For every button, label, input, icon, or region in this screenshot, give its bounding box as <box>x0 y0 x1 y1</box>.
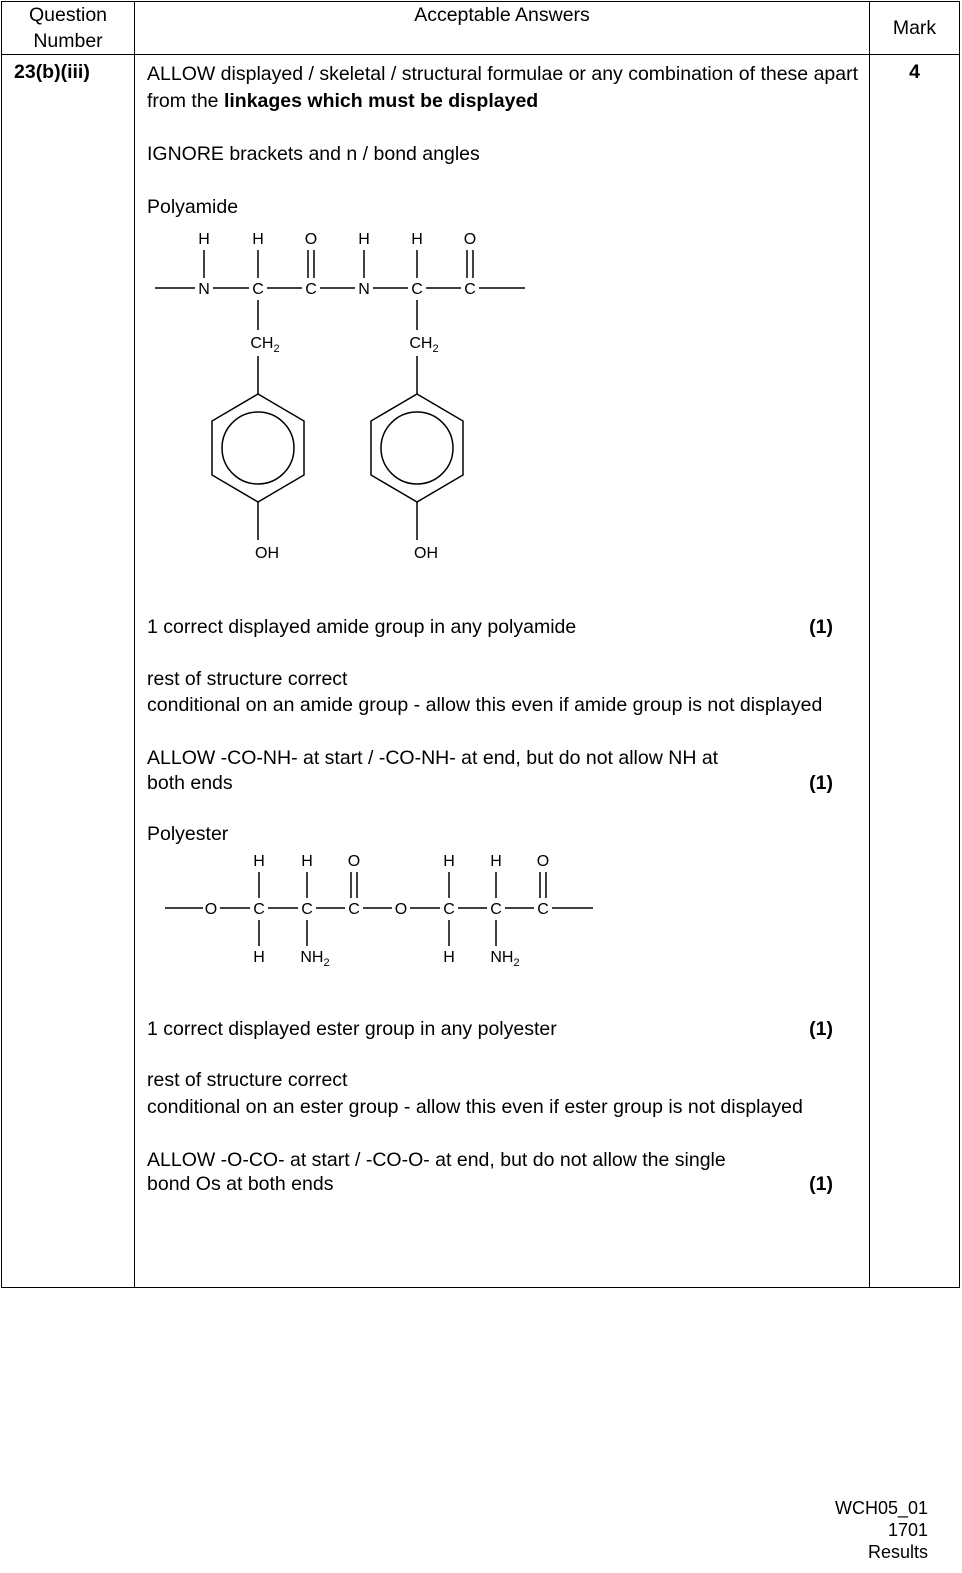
pa-oh-1: OH <box>255 545 279 562</box>
polyester-structure <box>147 850 607 980</box>
pe-atom-h1: H <box>253 852 265 870</box>
pa-atom-h4: H <box>411 231 423 248</box>
amide-conditional: conditional on an amide group - allow this even if amide group is not displayed <box>147 694 823 716</box>
pa-ch2-1: $CH_2$ <box>250 335 280 355</box>
allow-intro-bold: linkages which must be displayed <box>223 89 539 112</box>
mark-scheme-table <box>1 1 960 1288</box>
pa-oh-2: OH <box>414 545 438 562</box>
pe-bonds <box>165 872 593 946</box>
answer-cell <box>135 55 870 1288</box>
ester-allow-mark: (1) <box>809 1173 833 1195</box>
pa-atom-c4: C <box>464 281 476 298</box>
pe-nh2-1: $NH_2$ <box>300 948 330 969</box>
pe-atom-h6: H <box>443 948 455 966</box>
ester-conditional: conditional on an ester group - allow this even if ester group is not displayed <box>147 1095 803 1118</box>
pe-atom-h2: H <box>301 852 313 870</box>
amide-point: 1 correct displayed amide group in any polyamide <box>147 616 577 638</box>
pa-atom-c1: C <box>252 281 264 298</box>
ignore-line: IGNORE brackets and n / bond angles <box>147 142 480 165</box>
pe-atom-h5: H <box>253 948 265 966</box>
footer-label: Results <box>867 1542 928 1562</box>
amide-point-mark: (1) <box>809 616 833 638</box>
ester-allow-line2: bond Os at both ends <box>147 1173 334 1195</box>
pe-atom-h4: H <box>490 852 502 870</box>
ester-point: 1 correct displayed ester group in any polyester <box>147 1017 557 1040</box>
pa-atom-o2: O <box>463 231 477 248</box>
pa-atom-o1: O <box>304 231 318 248</box>
pe-atom-h3: H <box>443 852 455 870</box>
pa-atom-c3: C <box>411 281 423 298</box>
allow-intro-text: ALLOW displayed / skeletal / structural formulae or any combination of these apart from the <box>147 63 859 112</box>
footer-code: WCH05_01 <box>834 1498 928 1518</box>
amide-point-row <box>147 616 833 639</box>
pe-atom-o4: O <box>394 900 408 918</box>
polyamide-label: Polyamide <box>147 195 239 218</box>
pa-atom-c2: C <box>305 281 317 298</box>
pe-atom-c3: C <box>348 900 360 918</box>
ester-point-mark: (1) <box>809 1017 833 1040</box>
pa-atom-h1: H <box>198 231 210 248</box>
amide-allow-mark: (1) <box>809 771 833 794</box>
pe-atom-o3: O <box>204 900 218 918</box>
pa-atom-n2: N <box>358 281 370 298</box>
ester-allow-row <box>147 1173 833 1196</box>
page-footer <box>835 1497 928 1563</box>
pe-atom-o2: O <box>536 852 550 870</box>
pe-atom-c1: C <box>253 900 265 918</box>
pe-atom-c4: C <box>443 900 455 918</box>
rest-of-structure: rest of structure correct <box>147 667 348 690</box>
allow-intro <box>147 61 859 114</box>
rest-of-structure-2: rest of structure correct <box>147 1069 348 1091</box>
pe-atom-c6: C <box>537 900 549 918</box>
pa-atom-h2: H <box>252 231 264 248</box>
ester-allow-line1: ALLOW -O-CO- at start / -CO-O- at end, but do not allow the single <box>147 1148 726 1171</box>
table-row <box>2 55 960 1288</box>
pe-atom-c2: C <box>301 900 313 918</box>
question-number: 23(b)(iii) <box>2 55 135 1288</box>
amide-allow-line1: ALLOW -CO-NH- at start / -CO-NH- at end, but do not allow NH at <box>147 747 719 769</box>
footer-number: 1701 <box>887 1520 928 1540</box>
mark-header: Mark <box>870 2 960 55</box>
question-number-header: Question Number <box>2 2 135 55</box>
pa-atom-n1: N <box>198 281 210 298</box>
polyester-label: Polyester <box>147 823 229 845</box>
mark-value: 4 <box>870 55 960 1288</box>
ester-point-row <box>147 1018 833 1041</box>
pe-nh2-2: $NH_2$ <box>490 948 520 969</box>
acceptable-answers-header: Acceptable Answers <box>135 2 870 55</box>
pe-atom-o1: O <box>347 852 361 870</box>
pe-atom-c5: C <box>490 900 502 918</box>
polyamide-structure <box>147 226 567 586</box>
amide-allow-line2: both ends <box>147 771 233 794</box>
table-header-row <box>2 2 960 55</box>
amide-allow-row <box>147 772 833 795</box>
pa-ch2-2: $CH_2$ <box>409 335 439 355</box>
pa-atom-h3: H <box>358 231 370 248</box>
